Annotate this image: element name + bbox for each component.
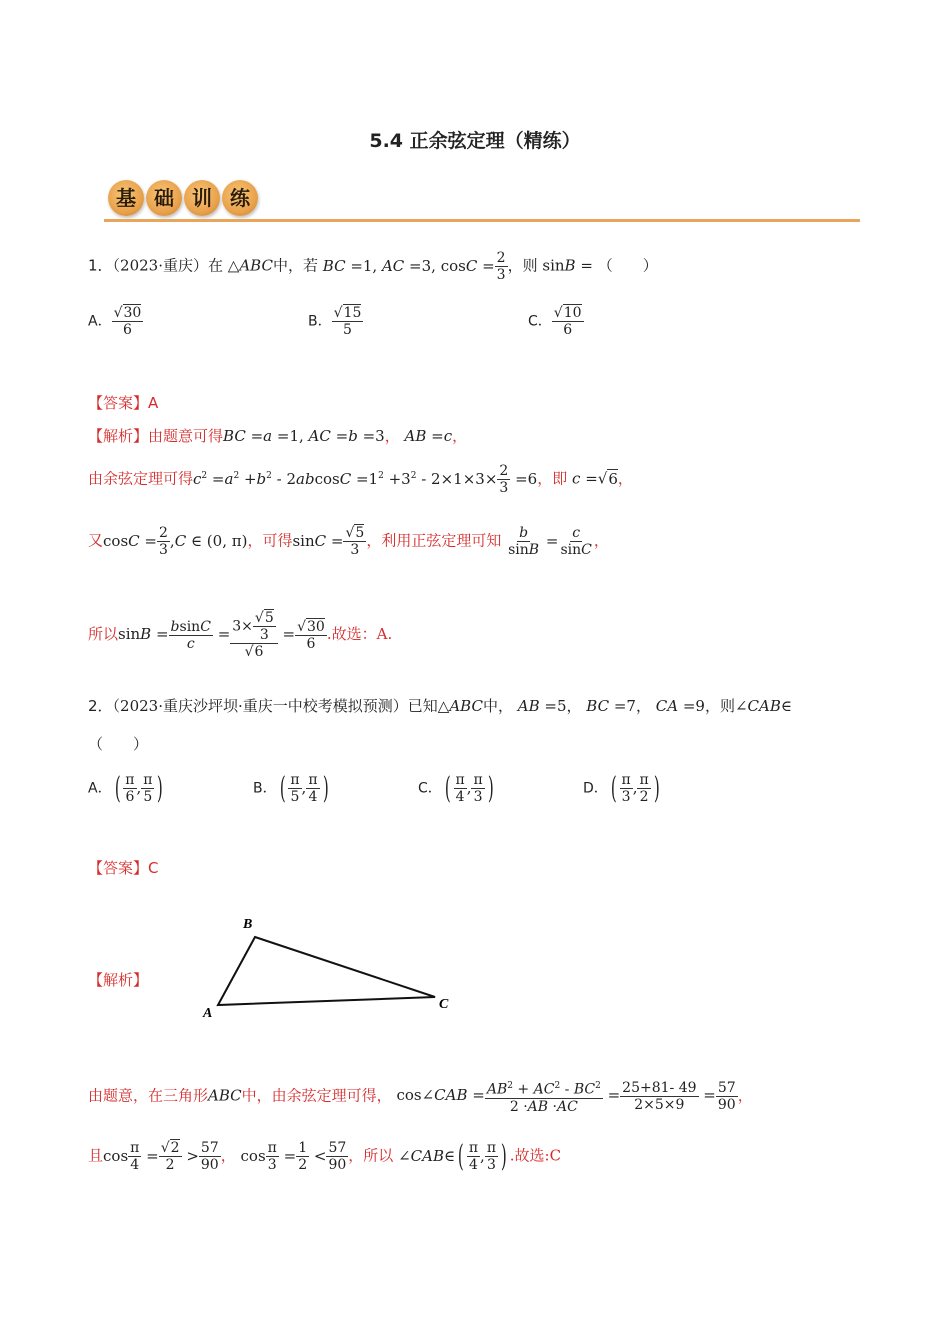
q1-option-c[interactable]: C． $\frac{√10}{6}$ <box>528 305 582 338</box>
banner-char-4: 练 <box>222 180 258 216</box>
triangle-shape <box>218 937 435 1005</box>
triangle-diagram <box>195 910 465 1030</box>
q2-option-d[interactable]: D．( $\frac{\pi}{3}$ , $\frac{\pi}{2}$ ) <box>583 770 660 806</box>
banner-char-3: 训 <box>184 180 220 216</box>
q2-number: 2． <box>88 697 113 715</box>
q2-analysis-label: 【解析】 <box>88 971 149 989</box>
q2-answer: 【答案】C <box>88 859 159 877</box>
q1-stem: 1．（2023·重庆）在 △ABC中，若 BC =1, AC =3, cosC = $\frac{2}{3}$ ，则 sinB = （ ） <box>88 250 658 283</box>
q1-analysis-line2: 由余弦定理可得$c^2 =a^2 +b^2 - 2abcosC =1^2 +3^2 - 2\times 1\times 3\times$ $\frac{2}{3}$ =6，即 c =√6， <box>88 463 633 496</box>
q1-stem-b: 中，若 <box>272 256 318 275</box>
q2-option-b[interactable]: B．( $\frac{\pi}{5}$ , $\frac{\pi}{4}$ ) <box>253 770 329 806</box>
q1-option-a[interactable]: A． $\frac{√30}{6}$ <box>88 305 142 338</box>
q2-analysis-line2: 且cos $\frac{\pi}{4}$ = $\frac{√2}{2}$ > $\frac{57}{90}$ ， cos $\frac{\pi}{3}$ = $\frac{1}{2}$ < $\frac{57}{90}$ ，所以 ∠CAB∈( $\frac{\pi}{4}$ , $\frac{\pi}{3}$ ) .故选:C <box>88 1138 562 1174</box>
q2-paren: （ ） <box>88 735 149 753</box>
page-title: 5.4 正余弦定理（精练） <box>369 130 581 152</box>
q1-source: （2023·重庆） <box>112 256 208 275</box>
q1-option-b[interactable]: B． $\frac{√15}{5}$ <box>308 305 362 338</box>
q2-stem: 2．（2023·重庆沙坪坝·重庆一中校考模拟预测）已知△ABC中， AB =5， BC =7， CA =9，则∠CAB∈ <box>88 697 792 715</box>
q1-number: 1． <box>88 256 113 275</box>
q1-stem-c: ，则 <box>507 256 538 275</box>
q2-analysis-line1: 由题意，在三角形ABC中，由余弦定理可得， cos∠CAB = $\frac{AB^2 + AC^2 - BC^2}{2 \cdot AB \cdot AC}$ = $\frac{25+81- 49}{2\times 5\times 9}$ = $\frac{57}{90}$ ， <box>88 1079 753 1115</box>
banner-char-2: 础 <box>146 180 182 216</box>
q1-paren: （ ） <box>597 256 658 275</box>
banner-char-1: 基 <box>108 180 144 216</box>
q1-stem-a: 在 <box>208 256 224 275</box>
q1-analysis-line1: 【解析】由题意可得BC =a =1, AC =b =3， AB =c， <box>88 427 468 445</box>
q2-option-c[interactable]: C．( $\frac{\pi}{4}$ , $\frac{\pi}{3}$ ) <box>418 770 494 806</box>
q1-analysis-line3: 又cosC = $\frac{2}{3}$ ,C ∈ (0, π)，可得sinC = $\frac{√5}{3}$ ，利用正弦定理可知 $\frac{b}{\sin B}$ = $\frac{c}{\sin C}$ ， <box>88 525 609 558</box>
q1-analysis-label: 【解析】 <box>88 427 149 445</box>
q1-analysis-line4: 所以sinB = $\frac{bsinC}{c}$ = 3× $\frac{√5}{3}$ √6 = $\frac{√30}{6}$ .故选：A. <box>88 610 393 660</box>
banner-divider <box>104 219 860 222</box>
vertex-label-a: A <box>203 1006 213 1021</box>
vertex-label-b: B <box>243 917 253 932</box>
q2-source: （2023·重庆沙坪坝·重庆一中校考模拟预测） <box>112 697 408 715</box>
vertex-label-c: C <box>439 997 449 1012</box>
q1-answer: 【答案】A <box>88 394 159 412</box>
q2-option-a[interactable]: A．( $\frac{\pi}{6}$ , $\frac{\pi}{5}$ ) <box>88 770 164 806</box>
